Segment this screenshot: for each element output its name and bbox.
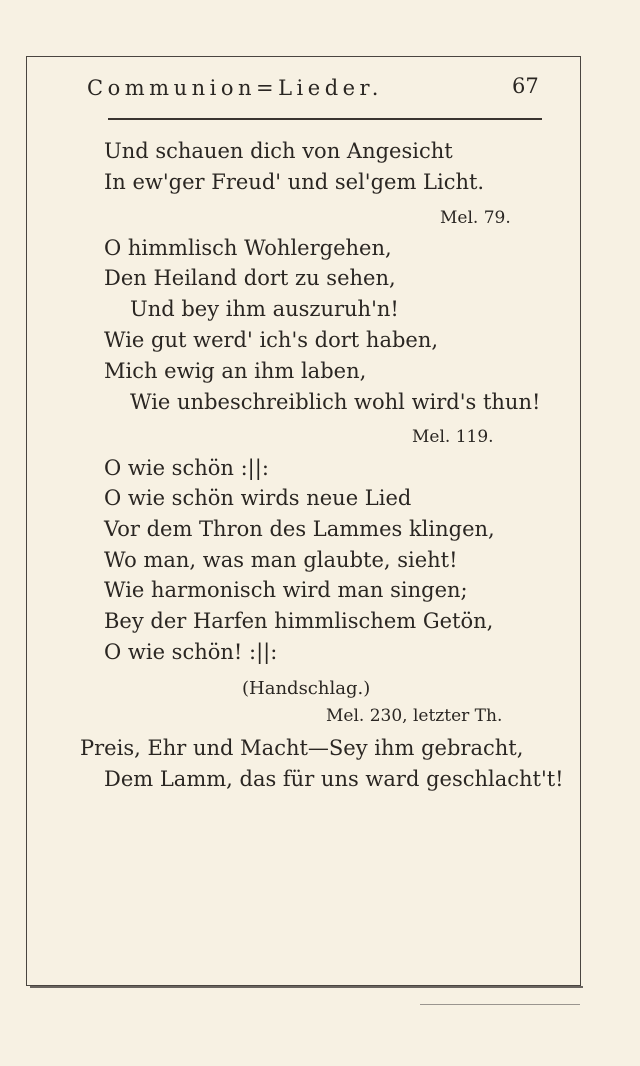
melody-reference: Mel. 119.	[412, 427, 494, 447]
verse-line: Wie harmonisch wird man singen;	[104, 578, 468, 602]
running-head-title: Communion=Lieder.	[87, 76, 383, 100]
verse-line: Bey der Harfen himmlischem Getön,	[104, 609, 494, 633]
verse-line: Preis, Ehr und Macht—Sey ihm gebracht,	[80, 736, 524, 760]
verse-line: Wie gut werd' ich's dort haben,	[104, 328, 439, 352]
page-number: 67	[512, 74, 539, 98]
verse-line: O himmlisch Wohlergehen,	[104, 236, 392, 260]
verse-line: O wie schön :||:	[104, 456, 269, 480]
verse-line: Den Heiland dort zu sehen,	[104, 266, 396, 290]
verse-line: In ew'ger Freud' und sel'gem Licht.	[104, 170, 485, 194]
stage-direction: (Handschlag.)	[242, 678, 371, 699]
footer-rule	[420, 1004, 580, 1005]
melody-reference: Mel. 230, letzter Th.	[326, 706, 503, 726]
verse-line: Wie unbeschreiblich wohl wird's thun!	[130, 390, 541, 414]
verse-line: Dem Lamm, das für uns ward geschlacht't!	[104, 767, 564, 791]
verse-line: Und bey ihm auszuruh'n!	[130, 297, 399, 321]
verse-line: O wie schön! :||:	[104, 640, 278, 664]
verse-line: O wie schön wirds neue Lied	[104, 486, 412, 510]
header-rule	[108, 118, 542, 120]
melody-reference: Mel. 79.	[440, 208, 511, 228]
verse-line: Vor dem Thron des Lammes klingen,	[104, 517, 495, 541]
verse-line: Und schauen dich von Angesicht	[104, 139, 453, 163]
frame-bottom-rule	[30, 986, 583, 988]
verse-line: Wo man, was man glaubte, sieht!	[104, 548, 458, 572]
verse-line: Mich ewig an ihm laben,	[104, 359, 367, 383]
